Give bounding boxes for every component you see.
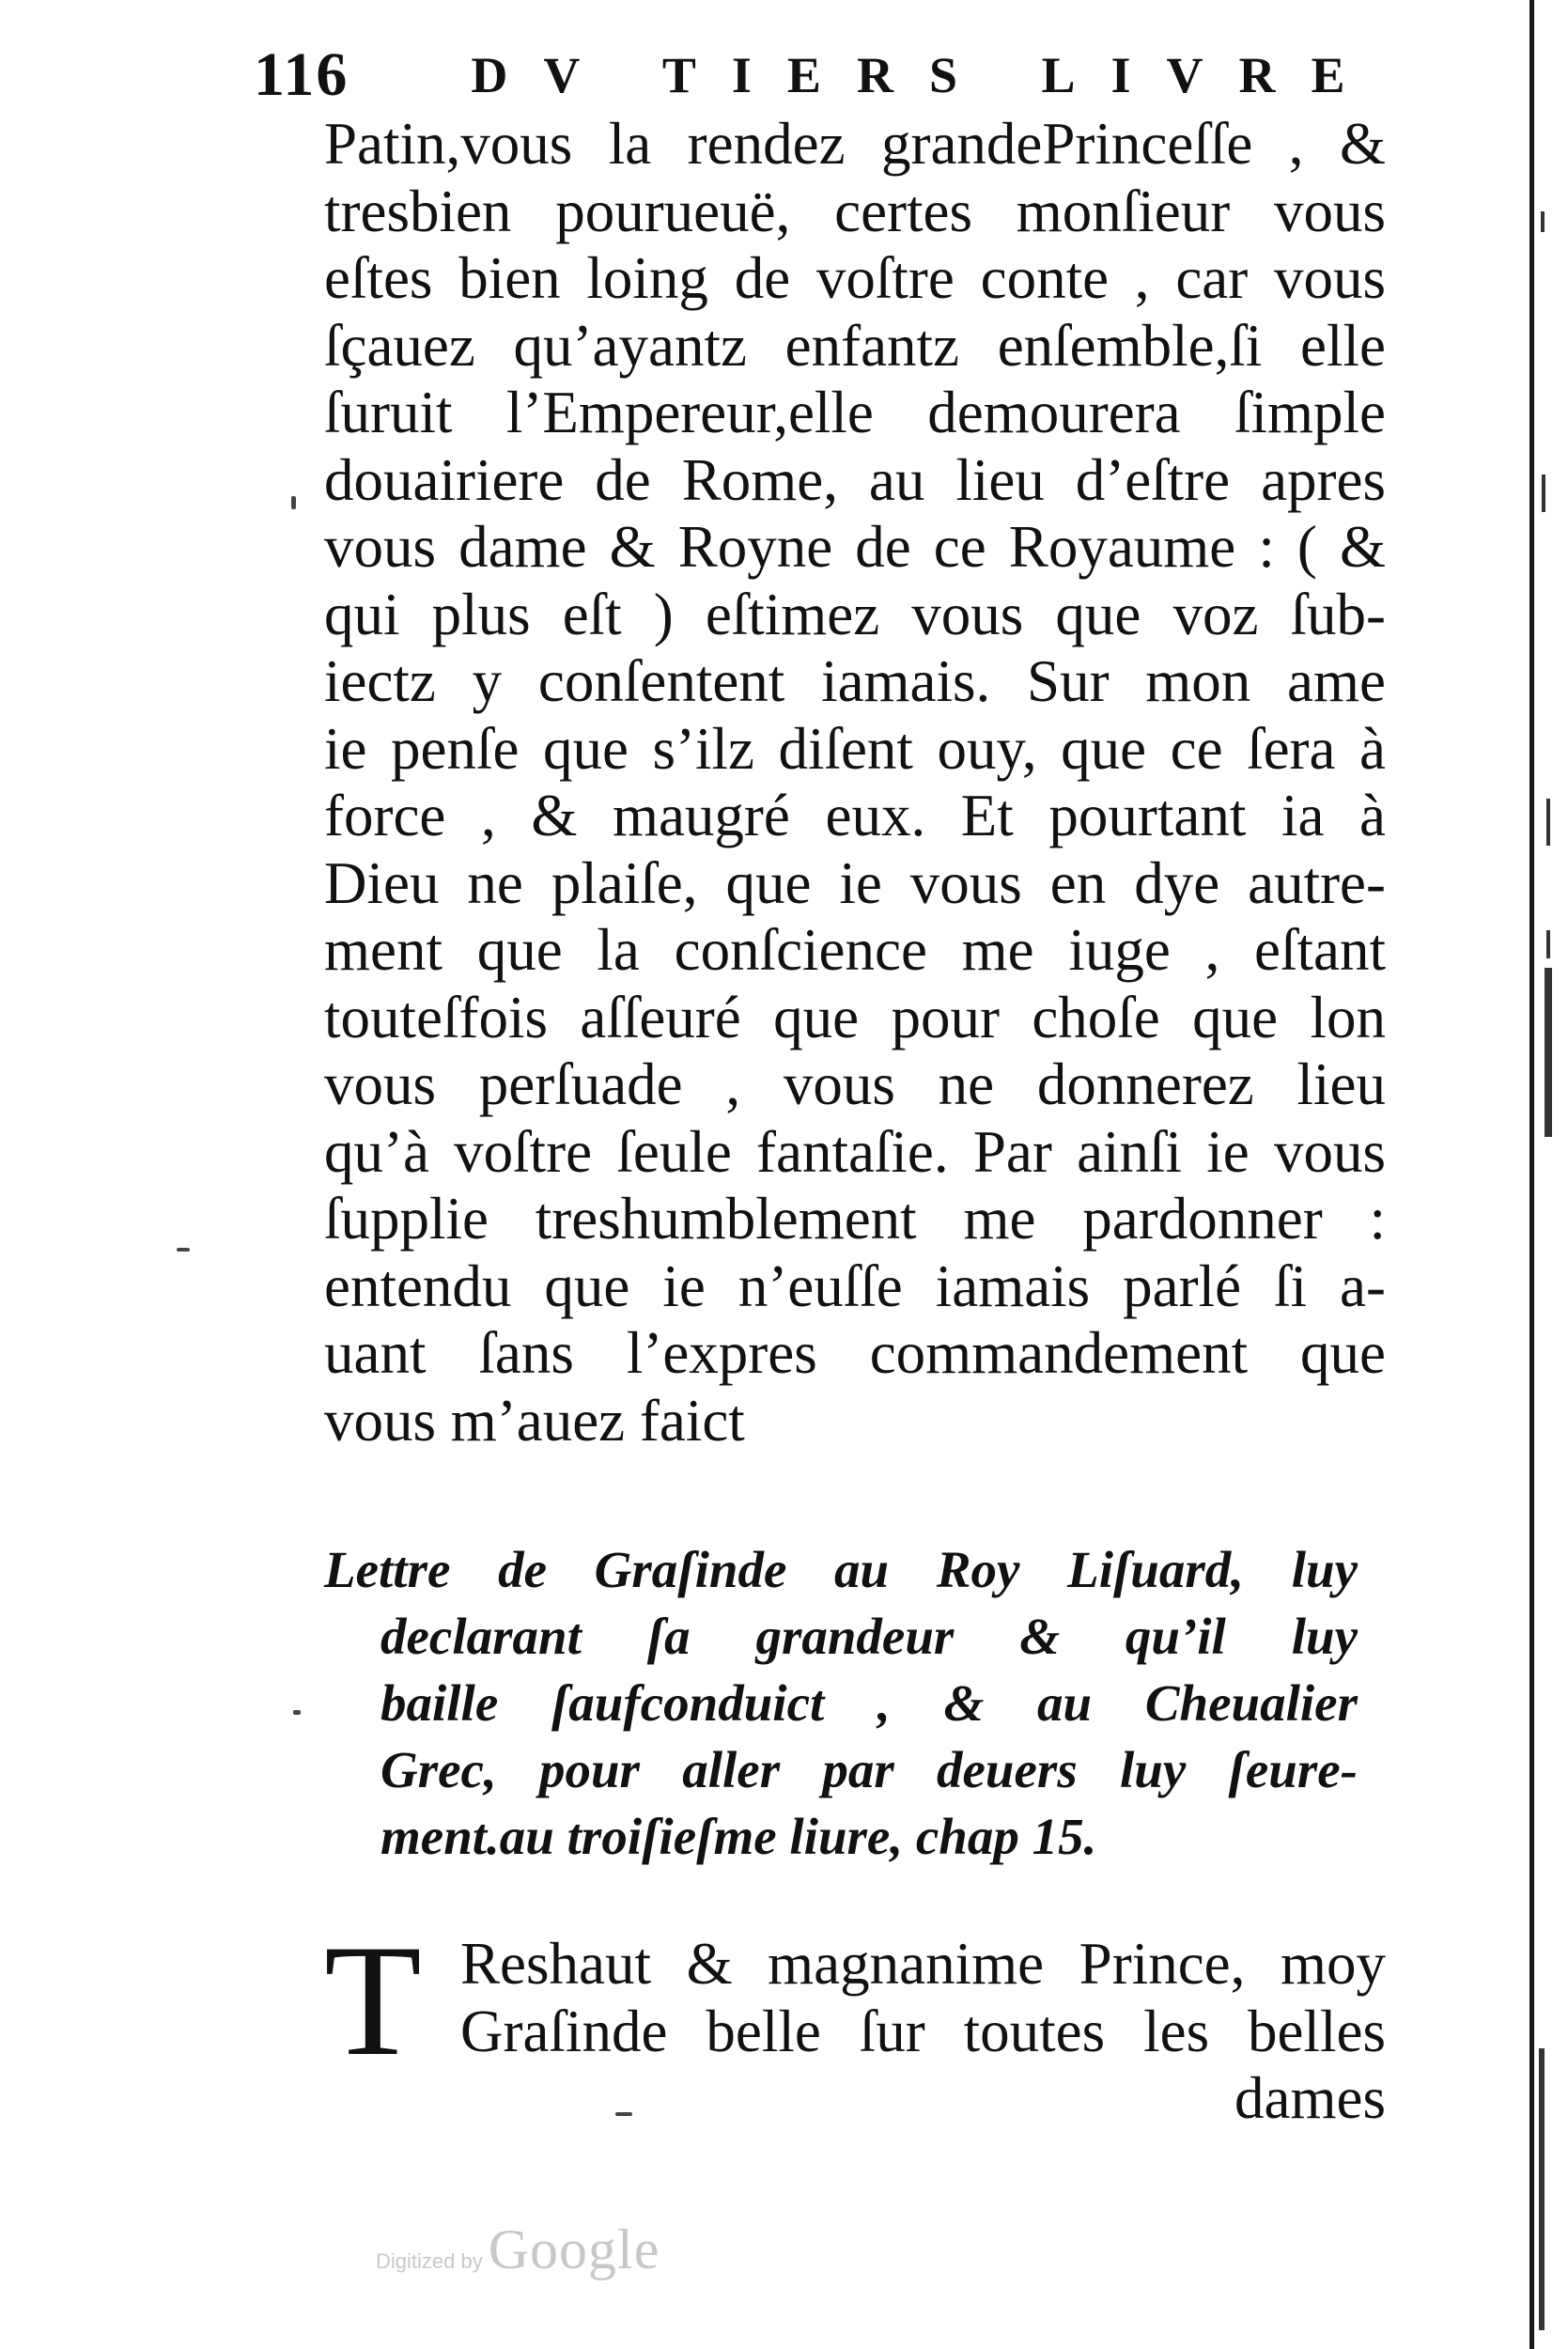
- text-line: entendu que ie n’euſſe iamais parlé ſi a-: [324, 1252, 1386, 1319]
- letter-body: [324, 1912, 1386, 2089]
- text-line: Patin,vous la rendez grandePrinceſſe , &: [324, 111, 1386, 177]
- text-line: ie penſe que s’ilz diſent ouy, que ce ſera à: [324, 715, 1386, 782]
- text-line: force , & maugré eux. Et pourtant ia à: [324, 783, 1386, 848]
- text-line: ſuruit l’Empereur,elle demourera ſimple: [324, 380, 1386, 445]
- text-line: Graſinde belle ſur toutes les belles: [460, 1998, 1386, 2064]
- text-line: vous perſuade , vous ne donnerez lieu: [324, 1051, 1386, 1117]
- heading-line: Lettre de Graſinde au Roy Liſuard, luy: [324, 1541, 1358, 1598]
- page-number: 116: [254, 40, 349, 109]
- text-line: ſupplie treshumblement me pardonner :: [324, 1186, 1386, 1252]
- body-text: [324, 111, 1386, 1455]
- text-line: uant ſans l’expres commandement que: [324, 1320, 1386, 1386]
- text-line: tresbien pourueuë, certes monſieur vous: [324, 178, 1386, 244]
- text-line: iectz y conſentent iamais. Sur mon ame: [324, 648, 1386, 714]
- text-line: ſçauez qu’ayantz enfantz enſemble,ſi elle: [324, 312, 1386, 379]
- digitization-watermark: [376, 2217, 660, 2282]
- text-line: qui plus eſt ) eſtimez vous que voz ſub-: [324, 581, 1386, 647]
- text-line: douairiere de Rome, au lieu d’eſtre apres: [324, 446, 1386, 513]
- ink-speck: [177, 1248, 190, 1252]
- catchword: dames: [1234, 2065, 1386, 2131]
- text-line: Dieu ne plaiſe, que ie vous en dye autre-: [324, 849, 1386, 916]
- running-head: [254, 38, 1428, 113]
- ink-speck: [291, 496, 296, 509]
- edge-mark: [1539, 2048, 1545, 2330]
- edge-mark: [1541, 211, 1545, 232]
- edge-mark: [1546, 799, 1550, 846]
- watermark-brand: Google: [488, 2218, 660, 2280]
- edge-mark: [1545, 968, 1552, 1137]
- drop-cap: T: [324, 1912, 422, 2089]
- text-line: touteſfois aſſeuré que pour choſe que lon: [324, 984, 1386, 1050]
- text-line: Reshaut & magnanime Prince, moy: [460, 1931, 1386, 1997]
- letter-lines: [460, 1931, 1386, 2065]
- ink-speck: [615, 2112, 632, 2116]
- edge-mark: [1546, 930, 1550, 958]
- edge-mark: [1542, 474, 1545, 512]
- watermark-prefix: Digitized by: [376, 2249, 483, 2273]
- text-line: eſtes bien loing de voſtre conte , car vous: [324, 245, 1386, 311]
- text-line: vous dame & Royne de ce Royaume : ( &: [324, 514, 1386, 580]
- heading-line: ment.au troiſieſme liure, chap 15.: [380, 1808, 1097, 1865]
- ink-speck: [293, 1710, 301, 1715]
- running-title: DV TIERS LIVRE: [471, 47, 1381, 103]
- heading-line: declarant ſa grandeur & qu’il luy: [380, 1608, 1358, 1665]
- page-edge-binding: [1529, 0, 1534, 2349]
- letter-heading: [324, 1536, 1358, 1870]
- text-line: qu’à voſtre ſeule fantaſie. Par ainſi ie vous: [324, 1118, 1386, 1185]
- text-line: vous m’auez faict: [324, 1387, 745, 1454]
- heading-line: Grec, pour aller par deuers luy ſeure-: [380, 1741, 1358, 1798]
- text-line: ment que la conſcience me iuge , eſtant: [324, 917, 1386, 983]
- heading-line: baille ſaufconduict , & au Cheualier: [380, 1674, 1358, 1732]
